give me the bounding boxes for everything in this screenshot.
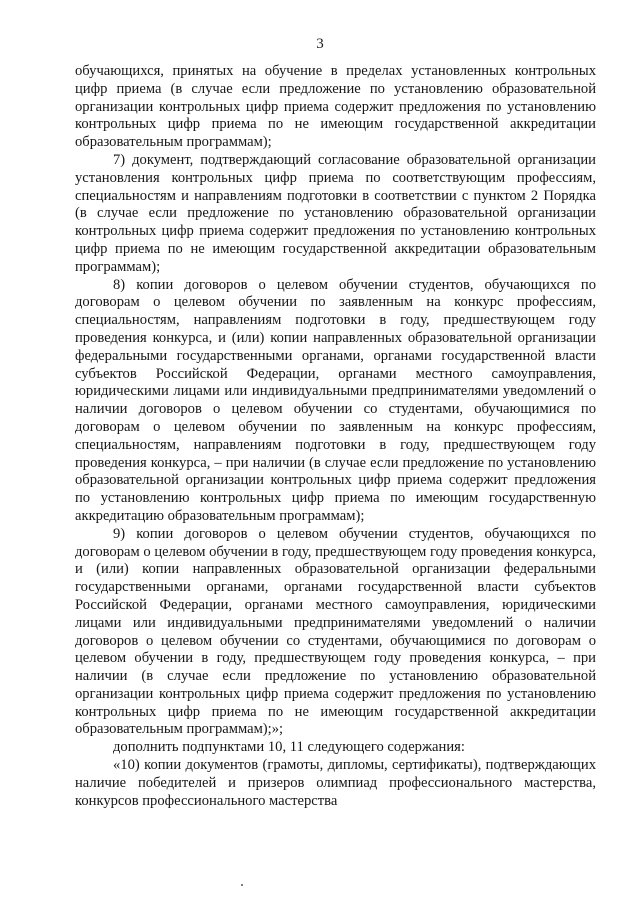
paragraph-amendment-intro: дополнить подпунктами 10, 11 следующего содержания:: [113, 739, 465, 756]
paragraph-item-10: «10) копии документов (грамоты, дипломы, сертификаты), подтверждающих наличие победителей и призеров олимпиад профессионального мастерства, конкурсов профессионального мастерства: [75, 757, 596, 809]
paragraph-item-7: 7) документ, подтверждающий согласование образовательной организации установления контрольных цифр приема по соответствующим профессиям, специальностям и направлениям подготовки в соответствии с пунктом 2 Порядка (в случае если предложение по установлению образовательной организации контрольных цифр приема содержит предложения по установлению контрольных цифр приема по не имеющим государственной аккредитации образовательным программам);: [75, 151, 596, 275]
paragraph-continuation: обучающихся, принятых на обучение в пределах установленных контрольных цифр приема (в случае если предложение по установлению образовательной организации контрольных цифр приема содержит предложения по установлению контрольных цифр приема по не имеющим государственной аккредитации образовательным программам);: [75, 63, 596, 151]
page-number: 3: [316, 36, 324, 52]
paragraph-item-8: 8) копии договоров о целевом обучении студентов, обучающихся по договорам о целевом обучении по заявленным на конкурс профессиям, специальностям, направлениям подготовки в году, предшествующем году проведения конкурса, и (или) копии направленных образовательной организации федеральными государственными органами, органами государственной власти субъектов Российской Федерации, органами местного самоуправления, юридическими лицами или индивидуальными предпринимателями уведомлений о наличии договоров о целевом обучении со студентами, обучающимися по договорам о целевом обучении по заявленным на конкурс профессиям, специальностям, направлениям подготовки в году, предшествующем году проведения конкурса, – при наличии (в случае если предложение по установлению образовательной организации контрольных цифр приема содержит предложения по установлению контрольных цифр приема по имеющим государственную аккредитацию образовательным программам);: [75, 276, 596, 524]
scan-dot-mark: [241, 884, 243, 886]
document-body: [75, 63, 596, 810]
paragraph-item-9: 9) копии договоров о целевом обучении студентов, обучающихся по договорам о целевом обучении в году, предшествующем году проведения конкурса, и (или) копии направленных образовательной организации федеральными государственными органами, органами государственной власти субъектов Российской Федерации, органами местного самоуправления, юридическими лицами или индивидуальными предпринимателями уведомлений о наличии договоров о целевом обучении со студентами, обучающимися по договорам о целевом обучении в году, предшествующем году проведения конкурса, – при наличии (в случае если предложение по установлению образовательной организации контрольных цифр приема содержит предложения по установлению контрольных цифр приема по не имеющим государственной аккредитации образовательным программам);»;: [75, 525, 596, 738]
